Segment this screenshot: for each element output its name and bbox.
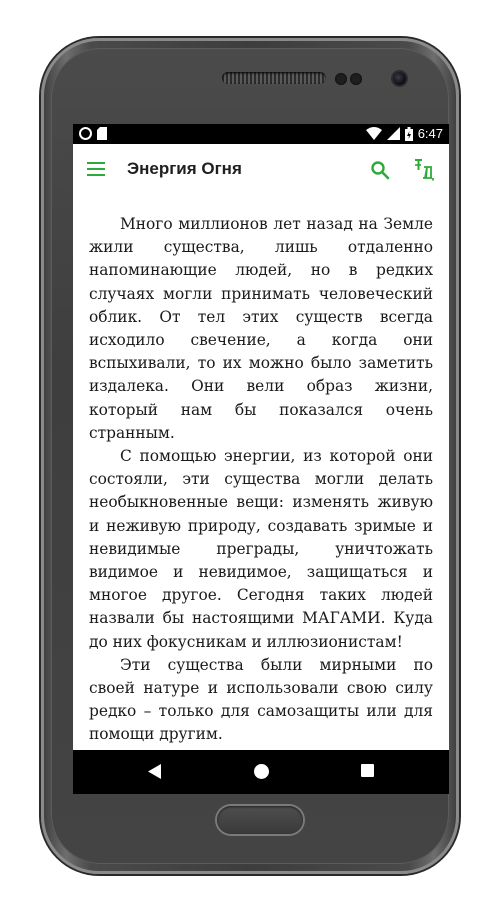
screen (73, 124, 449, 794)
home-icon[interactable] (254, 764, 269, 779)
light-sensor (350, 73, 362, 85)
back-icon[interactable] (148, 764, 161, 779)
front-camera (393, 72, 406, 85)
status-bar (73, 124, 449, 144)
status-left-icons (79, 127, 107, 140)
paragraph: Много миллионов лет назад на Земле жили существа, лишь отдаленно напоминающие людей, но в редких случаях могли принимать человеческий облик. От тел этих существ всегда исходило свечение, а когда они вспыхивали, то их можно было заметить издалека. Они вели образ жизни, который нам бы показался очень странным. (89, 215, 433, 442)
status-right-icons (366, 126, 443, 141)
book-text (73, 195, 449, 793)
status-time: 6:47 (417, 126, 443, 141)
notification-circle-icon (79, 127, 92, 140)
signal-icon (387, 127, 400, 140)
reader-content[interactable] (73, 195, 449, 750)
system-nav-bar (73, 750, 449, 794)
earpiece-speaker (222, 72, 326, 84)
paragraph: Эти существа были мирными по своей натуре и использовали свою силу редко – только для самозащиты или для помощи другим. (89, 655, 433, 744)
page-title: Энергия Огня (127, 159, 242, 178)
recent-apps-icon[interactable] (361, 764, 374, 777)
phone-frame (41, 38, 459, 874)
search-icon[interactable] (370, 160, 390, 180)
proximity-sensor (335, 73, 347, 85)
wifi-icon (366, 127, 382, 140)
sd-card-icon (97, 127, 107, 140)
translate-icon[interactable] (413, 159, 435, 181)
hardware-home-button[interactable] (217, 806, 303, 834)
phone-bezel (51, 48, 449, 864)
paragraph: С помощью энергии, из которой они состояли, эти существа могли делать необыкновенные вещи: изменять живую и неживую природу, создавать зримые и невидимые преграды, уничтожать видимое и невидимое, защищаться и многое другое. Сегодня таких людей назвали бы настоящими МАГАМИ. Куда до них фокусникам и иллюзионистам! (89, 447, 433, 651)
app-toolbar (73, 144, 449, 196)
menu-icon[interactable] (87, 162, 105, 176)
battery-icon (405, 127, 413, 141)
